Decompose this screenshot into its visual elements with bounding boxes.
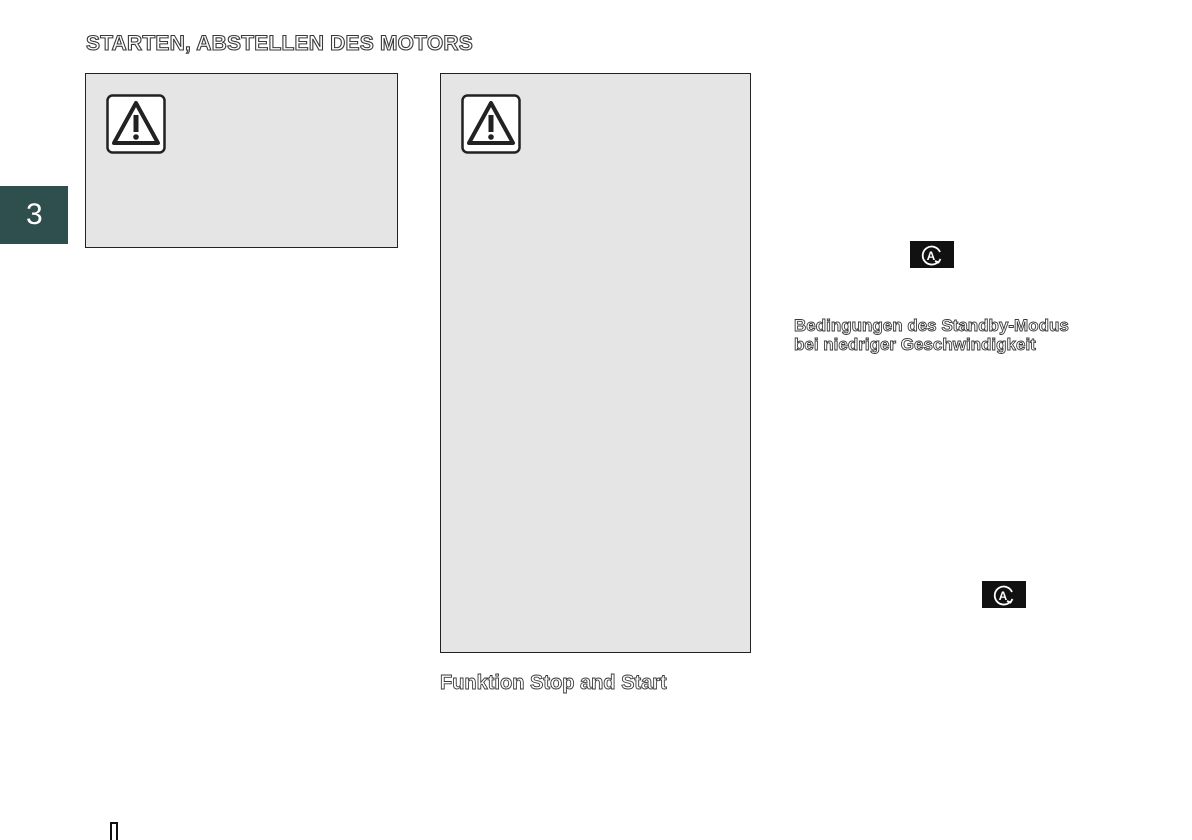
warning-triangle-icon [461,94,521,154]
stop-start-auto-icon [982,581,1026,608]
heading-line-1: Bedingungen des Standby-Modus [794,316,1069,335]
warning-box-middle [440,73,751,653]
svg-text:A: A [998,588,1008,603]
svg-text:A: A [926,248,936,263]
warning-box-left [85,73,398,248]
chapter-tab [0,186,68,244]
heading-standby-conditions [794,316,1069,354]
stop-start-auto-icon [910,241,954,268]
warning-triangle-icon [106,94,166,154]
chapter-number: 3 [26,198,43,231]
page-title: STARTEN, ABSTELLEN DES MOTORS [86,32,473,55]
heading-line-2: bei niedriger Geschwindigkeit [794,335,1036,354]
heading-stop-and-start: Funktion Stop and Start [440,672,667,694]
page-marker [110,822,118,840]
